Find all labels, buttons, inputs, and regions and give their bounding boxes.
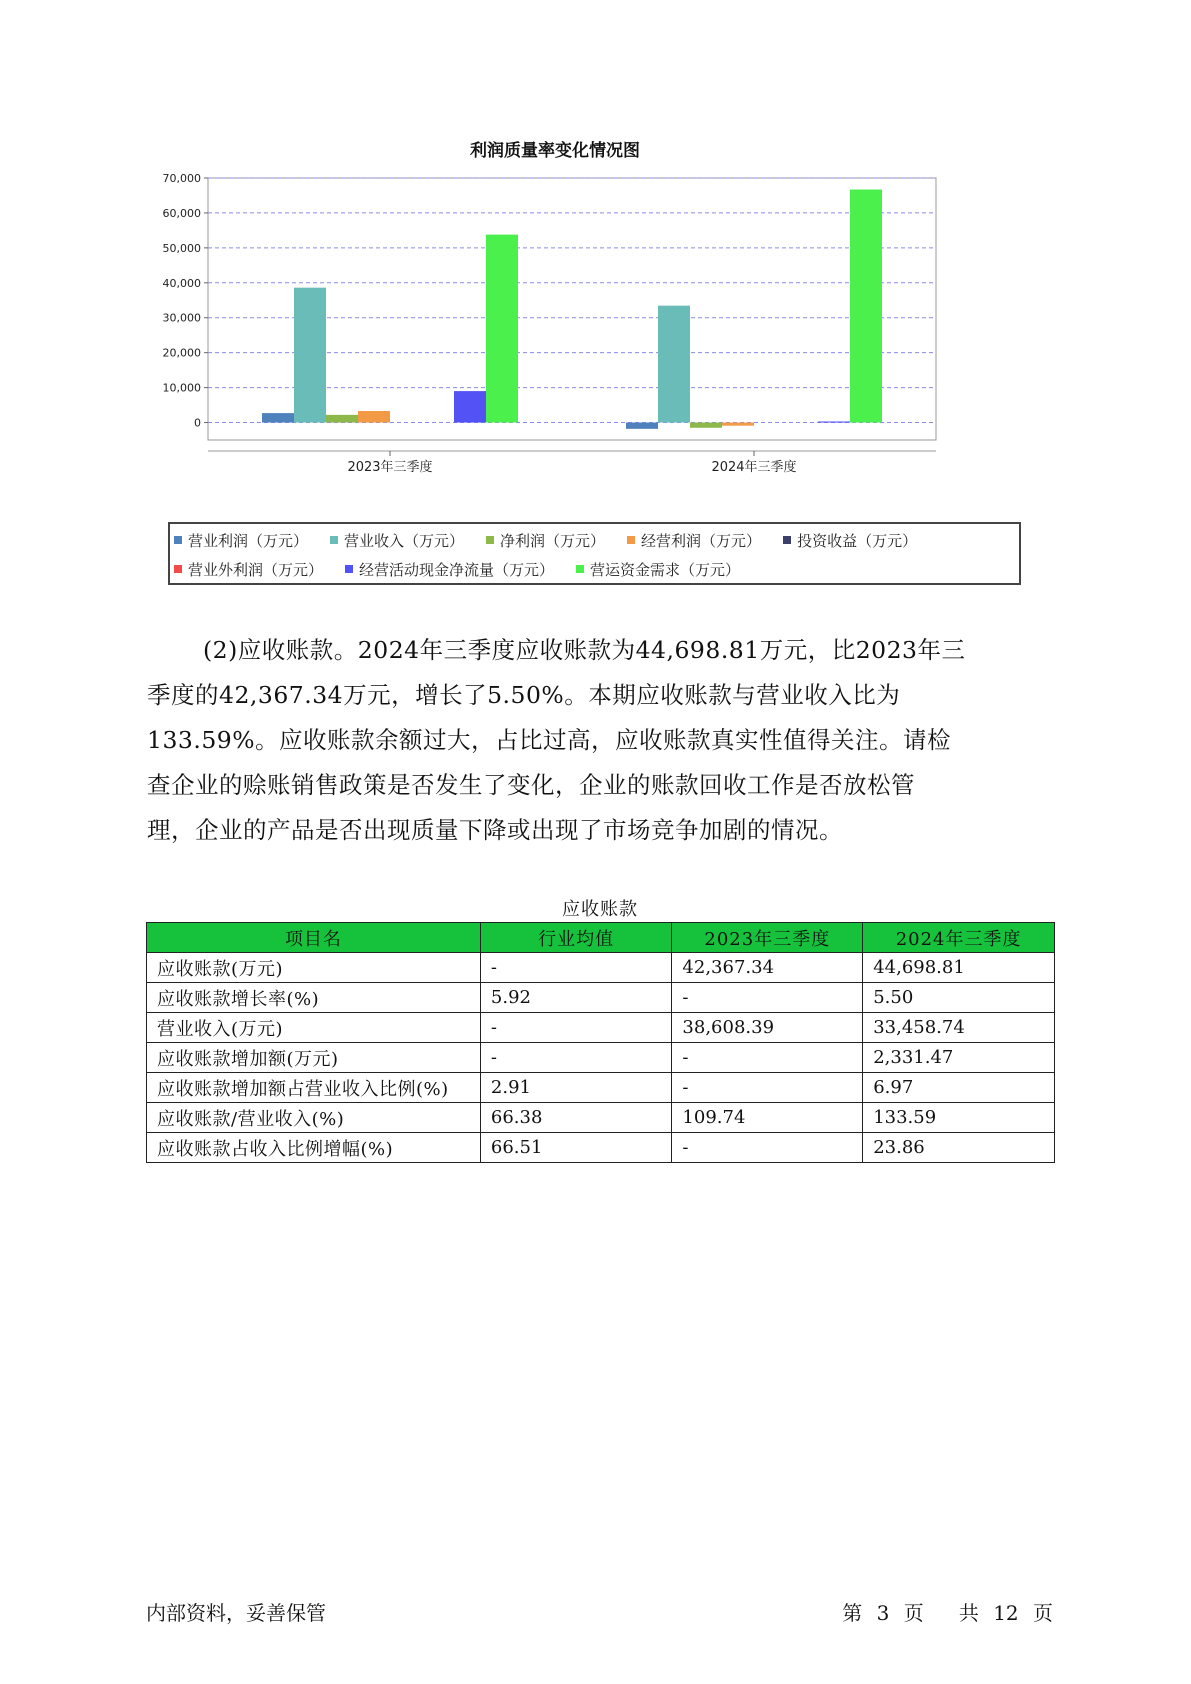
page-number: 3 xyxy=(876,1601,890,1625)
table-row xyxy=(147,1103,1055,1133)
cell-2024-q3: 33,458.74 xyxy=(863,1013,1055,1043)
cell-2023-q3: - xyxy=(672,1043,863,1073)
bar xyxy=(626,423,658,429)
page-unit: 页 xyxy=(903,1601,924,1625)
row-label: 应收账款/营业收入(%) xyxy=(147,1103,481,1133)
legend-swatch xyxy=(486,536,494,544)
bar xyxy=(690,423,722,428)
legend-label: 营业利润（万元） xyxy=(188,531,309,550)
cell-2024-q3: 6.97 xyxy=(863,1073,1055,1103)
paragraph-line: 133.59%。应收账款余额过大，占比过高，应收账款真实性值得关注。请检 xyxy=(147,726,952,754)
y-tick-label: 70,000 xyxy=(162,172,201,185)
paragraph-line: 查企业的赊账销售政策是否发生了变化，企业的账款回收工作是否放松管 xyxy=(147,771,915,799)
bar xyxy=(486,235,518,423)
cell-2024-q3: 44,698.81 xyxy=(863,953,1055,983)
legend-swatch xyxy=(627,536,635,544)
legend-item xyxy=(330,530,464,551)
receivables-table xyxy=(146,922,1055,1163)
legend-label: 投资收益（万元） xyxy=(797,531,918,550)
cell-2023-q3: - xyxy=(672,1133,863,1163)
receivables-analysis-paragraph xyxy=(147,628,1047,853)
header-2024-q3: 2024年三季度 xyxy=(863,923,1055,953)
legend-swatch xyxy=(330,536,338,544)
chart-legend xyxy=(168,522,1021,585)
row-label: 应收账款(万元) xyxy=(147,953,481,983)
legend-swatch xyxy=(174,536,182,544)
cell-2023-q3: - xyxy=(672,1073,863,1103)
footer-page-indicator xyxy=(840,1597,1055,1626)
table-caption: 应收账款 xyxy=(562,899,638,920)
row-label: 应收账款增加额(万元) xyxy=(147,1043,481,1073)
legend-label: 净利润（万元） xyxy=(500,531,606,550)
paragraph-line: 理，企业的产品是否出现质量下降或出现了市场竞争加剧的情况。 xyxy=(147,816,843,844)
total-pages: 12 xyxy=(993,1601,1019,1625)
legend-label: 营业外利润（万元） xyxy=(188,560,324,579)
cell-2023-q3: 42,367.34 xyxy=(672,953,863,983)
row-label: 应收账款增长率(%) xyxy=(147,983,481,1013)
legend-item xyxy=(174,530,308,551)
legend-label: 营业收入（万元） xyxy=(344,531,465,550)
legend-swatch xyxy=(345,565,353,573)
footer-confidential-note: 内部资料，妥善保管 xyxy=(146,1601,326,1625)
bar xyxy=(658,306,690,423)
y-tick-label: 20,000 xyxy=(162,346,201,360)
bar xyxy=(294,288,326,423)
table-row xyxy=(147,1073,1055,1103)
y-tick-label: 60,000 xyxy=(162,206,201,220)
row-label: 应收账款占收入比例增幅(%) xyxy=(147,1133,481,1163)
cell-2024-q3: 133.59 xyxy=(863,1103,1055,1133)
header-industry-average: 行业均值 xyxy=(480,923,672,953)
cell-industry-average: 66.38 xyxy=(480,1103,672,1133)
cell-industry-average: - xyxy=(480,953,672,983)
y-tick-label: 50,000 xyxy=(162,241,201,255)
y-tick-label: 40,000 xyxy=(162,276,201,290)
legend-item xyxy=(486,530,605,551)
bar xyxy=(358,411,390,423)
legend-item xyxy=(174,559,323,580)
paragraph-line: 季度的42,367.34万元，增长了5.50%。本期应收账款与营业收入比为 xyxy=(147,681,901,709)
table-row xyxy=(147,953,1055,983)
y-tick-label: 0 xyxy=(194,416,201,430)
total-unit: 页 xyxy=(1033,1601,1053,1625)
page-prefix: 第 xyxy=(842,1601,863,1625)
row-label: 营业收入(万元) xyxy=(147,1013,481,1043)
cell-2023-q3: 38,608.39 xyxy=(672,1013,863,1043)
cell-industry-average: - xyxy=(480,1013,672,1043)
bar xyxy=(454,391,486,422)
cell-industry-average: 5.92 xyxy=(480,983,672,1013)
cell-industry-average: 2.91 xyxy=(480,1073,672,1103)
paragraph-line: (2)应收账款。2024年三季度应收账款为44,698.81万元，比2023年三 xyxy=(203,636,966,664)
cell-industry-average: - xyxy=(480,1043,672,1073)
row-label: 应收账款增加额占营业收入比例(%) xyxy=(147,1073,481,1103)
cell-2024-q3: 23.86 xyxy=(863,1133,1055,1163)
profit-quality-chart xyxy=(162,140,1028,590)
bar xyxy=(850,190,882,423)
total-prefix: 共 xyxy=(958,1601,979,1625)
chart-svg xyxy=(162,140,1028,520)
table-header-row xyxy=(147,923,1055,953)
header-2023-q3: 2023年三季度 xyxy=(672,923,863,953)
table-row xyxy=(147,1043,1055,1073)
cell-2024-q3: 5.50 xyxy=(863,983,1055,1013)
chart-title: 利润质量率变化情况图 xyxy=(470,141,640,161)
header-item-name: 项目名 xyxy=(147,923,481,953)
bar xyxy=(262,413,294,422)
legend-item xyxy=(345,559,554,580)
cell-2024-q3: 2,331.47 xyxy=(863,1043,1055,1073)
y-tick-label: 10,000 xyxy=(162,381,201,395)
legend-label: 经营活动现金净流量（万元） xyxy=(359,560,555,579)
legend-swatch xyxy=(576,565,584,573)
bar xyxy=(326,415,358,423)
table-row xyxy=(147,1013,1055,1043)
legend-swatch xyxy=(174,565,182,573)
table-row xyxy=(147,983,1055,1013)
cell-2023-q3: - xyxy=(672,983,863,1013)
bar xyxy=(818,421,850,422)
legend-item xyxy=(576,559,740,580)
legend-item xyxy=(627,530,761,551)
legend-label: 营运资金需求（万元） xyxy=(590,560,741,579)
y-tick-label: 30,000 xyxy=(162,311,201,325)
cell-industry-average: 66.51 xyxy=(480,1133,672,1163)
x-tick-label: 2023年三季度 xyxy=(347,460,433,475)
bar xyxy=(722,423,754,426)
x-tick-label: 2024年三季度 xyxy=(711,460,797,475)
legend-swatch xyxy=(783,536,791,544)
cell-2023-q3: 109.74 xyxy=(672,1103,863,1133)
table-row xyxy=(147,1133,1055,1163)
legend-item xyxy=(783,530,917,551)
legend-label: 经营利润（万元） xyxy=(641,531,762,550)
